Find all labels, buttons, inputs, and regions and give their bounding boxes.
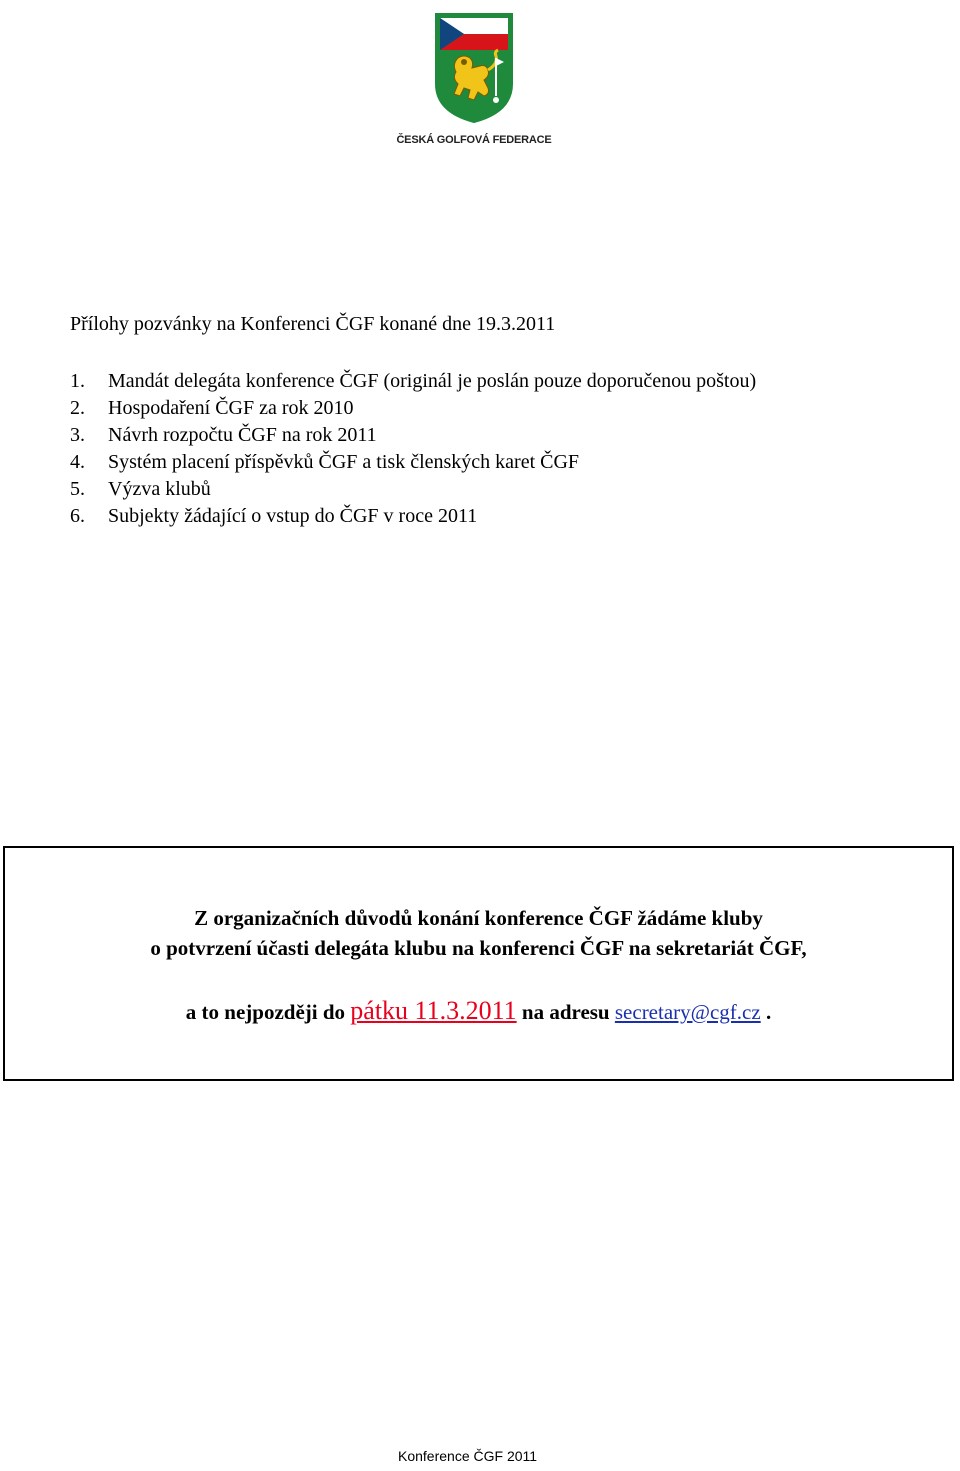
- list-item-text: Hospodaření ČGF za rok 2010: [108, 397, 354, 419]
- list-item: [70, 422, 756, 449]
- secretary-email-link[interactable]: secretary@cgf.cz: [614, 1000, 761, 1024]
- notice-line-2: o potvrzení účasti delegáta klubu na konferenci ČGF na sekretariát ČGF,: [150, 936, 807, 960]
- notice-suffix: .: [765, 1000, 772, 1024]
- notice-prefix: a to nejpozději do: [185, 1000, 346, 1024]
- attachments-list: [70, 368, 756, 530]
- deadline-date: pátku 11.3.2011: [350, 996, 517, 1025]
- list-item: [70, 476, 756, 503]
- list-item-text: Návrh rozpočtu ČGF na rok 2011: [108, 424, 377, 446]
- list-item-text: Systém placení příspěvků ČGF a tisk členských karet ČGF: [108, 451, 580, 473]
- list-item-text: Výzva klubů: [108, 478, 211, 500]
- notice-line-3: [5, 996, 952, 1026]
- list-item: [70, 368, 756, 395]
- attachments-heading: Přílohy pozvánky na Konferenci ČGF konané dne 19.3.2011: [70, 313, 556, 335]
- logo: [386, 12, 562, 152]
- list-item-text: Mandát delegáta konference ČGF (originál je poslán pouze doporučenou poštou): [108, 370, 757, 392]
- list-item-number: 4.: [70, 451, 85, 473]
- notice-box: [3, 846, 954, 1081]
- list-item-number: 3.: [70, 424, 85, 446]
- notice-mid: na adresu: [521, 1000, 610, 1024]
- list-item-number: 1.: [70, 370, 85, 392]
- notice-line-1: Z organizačních důvodů konání konference ČGF žádáme kluby: [194, 906, 763, 930]
- federation-crest-icon: [434, 12, 514, 124]
- list-item: [70, 503, 756, 530]
- list-item-number: 2.: [70, 397, 85, 419]
- logo-caption: ČESKÁ GOLFOVÁ FEDERACE: [396, 134, 552, 146]
- list-item-number: 6.: [70, 505, 85, 527]
- list-item-number: 5.: [70, 478, 85, 500]
- list-item: [70, 449, 756, 476]
- list-item-text: Subjekty žádající o vstup do ČGF v roce 2011: [108, 505, 478, 527]
- page-footer: Konference ČGF 2011: [398, 1448, 538, 1464]
- list-item: [70, 395, 756, 422]
